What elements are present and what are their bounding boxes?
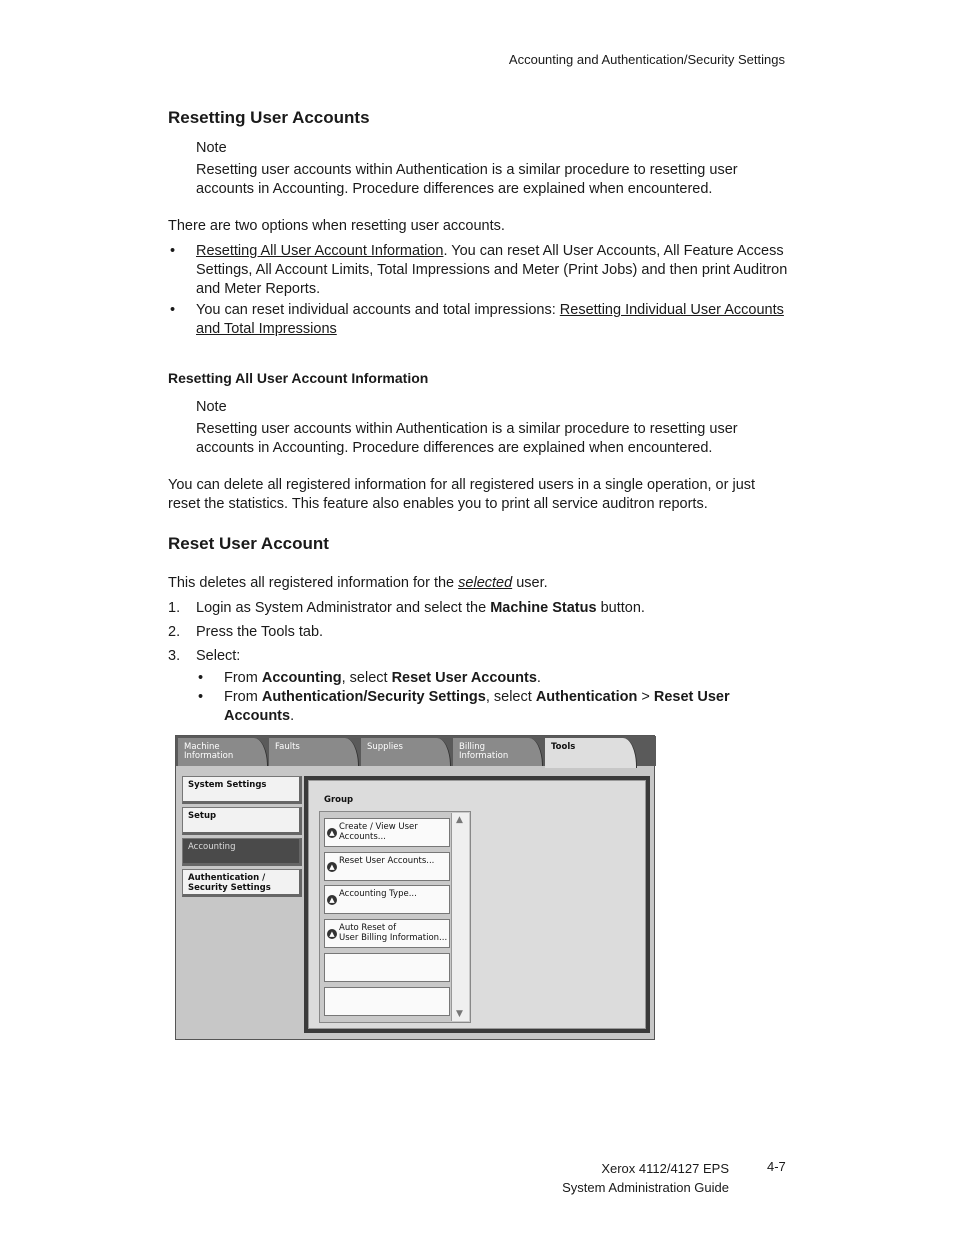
scroll-up-icon[interactable]: ▲ — [456, 815, 463, 825]
link-resetting-individual-user-accounts[interactable]: Resetting Individual User Accounts and Total Impressions — [196, 302, 784, 337]
group-list — [319, 811, 471, 1023]
body-text: You can delete all registered information for all registered users in a single operation, or just reset the statistics. This feature also enables you to print all service auditron reports. — [168, 477, 756, 512]
create-view-user-accounts-button[interactable]: ▲ Create / View User Accounts... — [324, 818, 450, 847]
scrollbar[interactable] — [451, 813, 469, 1021]
note-text: Resetting user accounts within Authentication is a similar procedure to resetting user accounts in Accounting. Procedure differences are explained when encountered. — [196, 421, 738, 456]
step-3: 3. Select: — [168, 648, 241, 664]
reset-user-accounts-button[interactable]: ▲ Reset User Accounts... — [324, 852, 450, 881]
steps-list — [168, 599, 788, 671]
setup-button[interactable]: Setup — [182, 807, 302, 835]
up-arrow-icon: ▲ — [327, 828, 337, 838]
device-ui-screenshot — [175, 735, 655, 1040]
footer-guide: System Administration Guide — [562, 1180, 729, 1195]
footer — [562, 1159, 729, 1197]
note-text: Resetting user accounts within Authentication is a similar procedure to resetting user accounts in Accounting. Procedure differences are explained when encountered. — [196, 162, 738, 197]
link-resetting-all-user-account-information[interactable]: Resetting All User Account Information — [196, 243, 444, 259]
tab-faults[interactable]: Faults — [269, 738, 359, 766]
auto-reset-billing-button[interactable]: ▲ Auto Reset of User Billing Information... — [324, 919, 450, 948]
note-label: Note — [196, 140, 227, 156]
list-item: • You can reset individual accounts and total impressions: Resetting Individual User Accounts and Total Impressions — [168, 301, 793, 339]
empty-list-slot — [324, 987, 450, 1016]
section-title-reset-user-account: Reset User Account — [168, 534, 329, 553]
tab-machine-information[interactable]: Machine Information — [178, 738, 268, 766]
page-number: 4-7 — [767, 1159, 786, 1174]
up-arrow-icon: ▲ — [327, 895, 337, 905]
authentication-security-settings-button[interactable]: Authentication / Security Settings — [182, 869, 302, 897]
intro-text: There are two options when resetting user accounts. — [168, 218, 505, 234]
footer-product: Xerox 4112/4127 EPS — [601, 1161, 729, 1176]
list-item: • Resetting All User Account Information. You can reset All User Accounts, All Feature Access Settings, All Account Limits, Total Impressions and Meter (Print Jobs) and then print Auditron and Meter Reports. — [168, 242, 793, 299]
tab-supplies[interactable]: Supplies — [361, 738, 451, 766]
section-title-resetting-all: Resetting All User Account Information — [168, 370, 429, 386]
group-label: Group — [324, 795, 354, 805]
step-2: 2. Press the Tools tab. — [168, 624, 324, 640]
section-title-resetting-user-accounts: Resetting User Accounts — [168, 108, 370, 127]
scroll-down-icon[interactable]: ▼ — [456, 1009, 463, 1019]
accounting-type-button[interactable]: ▲ Accounting Type... — [324, 885, 450, 914]
step-1: 1. Login as System Administrator and select the Machine Status button. — [168, 600, 645, 616]
system-settings-button[interactable]: System Settings — [182, 776, 302, 804]
note-label: Note — [196, 399, 227, 415]
sub-list — [196, 669, 756, 726]
accounting-button[interactable]: Accounting — [182, 838, 302, 866]
tab-billing-information[interactable]: Billing Information — [453, 738, 543, 766]
group-panel — [304, 776, 650, 1033]
tab-bar — [176, 736, 656, 766]
list-item: • From Authentication/Security Settings, select Authentication > Reset User Accounts. — [196, 688, 756, 726]
intro-text: This deletes all registered information for the selected user. — [168, 575, 548, 591]
running-head: Accounting and Authentication/Security Settings — [508, 52, 785, 67]
tab-tools[interactable]: Tools — [545, 738, 637, 768]
list-item: • From Accounting, select Reset User Accounts. — [196, 669, 756, 688]
options-list — [168, 242, 793, 341]
up-arrow-icon: ▲ — [327, 862, 337, 872]
empty-list-slot — [324, 953, 450, 982]
up-arrow-icon: ▲ — [327, 929, 337, 939]
